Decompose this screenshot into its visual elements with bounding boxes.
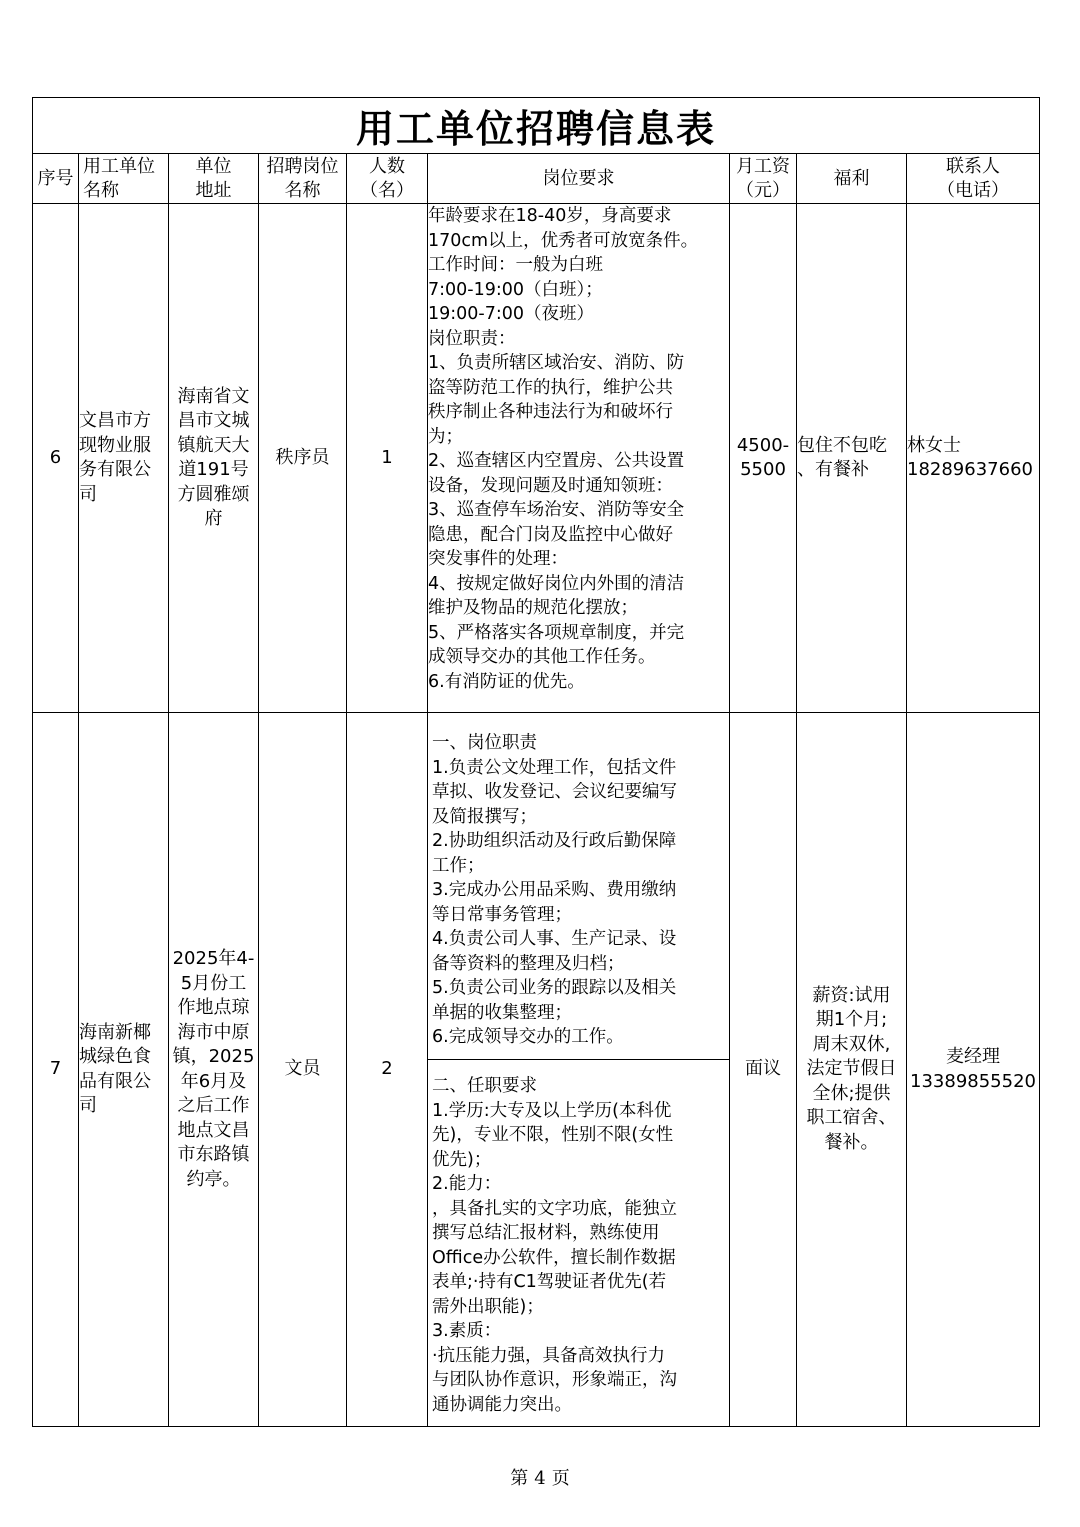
- job-duties: 一、岗位职责 1.负责公文处理工作，包括文件 草拟、收发登记、会议纪要编写 及简报撰写； 2.协助组织活动及行政后勤保障 工作； 3.完成办公用品采购、费用缴纳 等日常事务管理； 4.负责公司人事、生产记录、设 备等资料的整理及归档； 5.负责公司业务的跟踪以及相关 单据的收集整理； 6.完成领导交办的工作。: [428, 713, 729, 1060]
- row-seq: 6: [33, 204, 79, 713]
- contact-name: 麦经理: [946, 1046, 1001, 1067]
- page-prefix: 第: [510, 1468, 529, 1489]
- row-seq: 7: [33, 713, 79, 1427]
- header-count: 人数 （名）: [347, 154, 428, 204]
- headcount: 1: [347, 204, 428, 713]
- position-name: 秩序员: [259, 204, 347, 713]
- position-name: 文员: [259, 713, 347, 1427]
- company-address: 2025年4- 5月份工 作地点琼 海市中原 镇，2025 年6月及 之后工作 地点文昌 市东路镇 约亭。: [169, 713, 259, 1427]
- contact: [907, 204, 1040, 713]
- benefits: 薪资:试用 期1个月; 周末双休, 法定节假日 全休;提供 职工宿舍、 餐补。: [797, 713, 907, 1427]
- page-suffix: 页: [551, 1468, 570, 1489]
- position-requirements: [428, 713, 730, 1427]
- contact: [907, 713, 1040, 1427]
- benefits: 包住不包吃 、有餐补: [797, 204, 907, 713]
- table-row: [33, 204, 1040, 713]
- page-value: 4: [534, 1468, 546, 1489]
- company-name: 文昌市方 现物业服 务有限公 司: [79, 204, 169, 713]
- header-position: 招聘岗位 名称: [259, 154, 347, 204]
- header-salary: 月工资 （元）: [730, 154, 797, 204]
- header-seq: 序号: [33, 154, 79, 204]
- header-contact: 联系人 （电话）: [907, 154, 1040, 204]
- contact-name: 林女士: [907, 434, 961, 456]
- header-address: 单位 地址: [169, 154, 259, 204]
- header-requirements: 岗位要求: [428, 154, 730, 204]
- recruitment-table: [32, 97, 1040, 1427]
- monthly-salary: 面议: [730, 713, 797, 1427]
- contact-phone: 18289637660: [907, 459, 1033, 480]
- job-qualifications: 二、任职要求 1.学历:大专及以上学历(本科优 先)，专业不限，性别不限(女性 优先)； 2.能力： ，具备扎实的文字功底，能独立 撰写总结汇报材料，熟练使用 Office办公软件，擅长制作数据 表单;·持有C1驾驶证者优先(若 需外出职能)； 3.素质： ·抗压能力强，具备高效执行力 与团队协作意识，形象端正，沟 通协调能力突出。: [432, 1076, 677, 1415]
- page-number: [0, 1464, 1080, 1490]
- company-name: 海南新椰 城绿色食 品有限公 司: [79, 713, 169, 1427]
- header-row: [33, 154, 1040, 204]
- table-row: [33, 713, 1040, 1427]
- company-address: 海南省文 昌市文城 镇航天大 道191号 方圆雅颂 府: [169, 204, 259, 713]
- contact-phone: 13389855520: [910, 1070, 1036, 1092]
- position-requirements: 年龄要求在18-40岁，身高要求 170cm以上，优秀者可放宽条件。 工作时间：一般为白班 7:00-19:00（白班）； 19:00-7:00（夜班） 岗位职责： 1、负责所辖区域治安、消防、防 盗等防范工作的执行，维护公共 秩序制止各种违法行为和破坏行 为； 2、巡查辖区内空置房、公共设置 设备，发现问题及时通知领班： 3、巡查停车场治安、消防等安全 隐患，配合门岗及监控中心做好 突发事件的处理： 4、按规定做好岗位内外围的清洁 维护及物品的规范化摆放； 5、严格落实各项规章制度，并完 成领导交办的其他工作任务。 6.有消防证的优先。: [428, 204, 730, 713]
- table-title: 用工单位招聘信息表: [33, 98, 1040, 154]
- header-benefits: 福利: [797, 154, 907, 204]
- header-company: 用工单位 名称: [79, 154, 169, 204]
- headcount: 2: [347, 713, 428, 1427]
- monthly-salary: 4500- 5500: [730, 204, 797, 713]
